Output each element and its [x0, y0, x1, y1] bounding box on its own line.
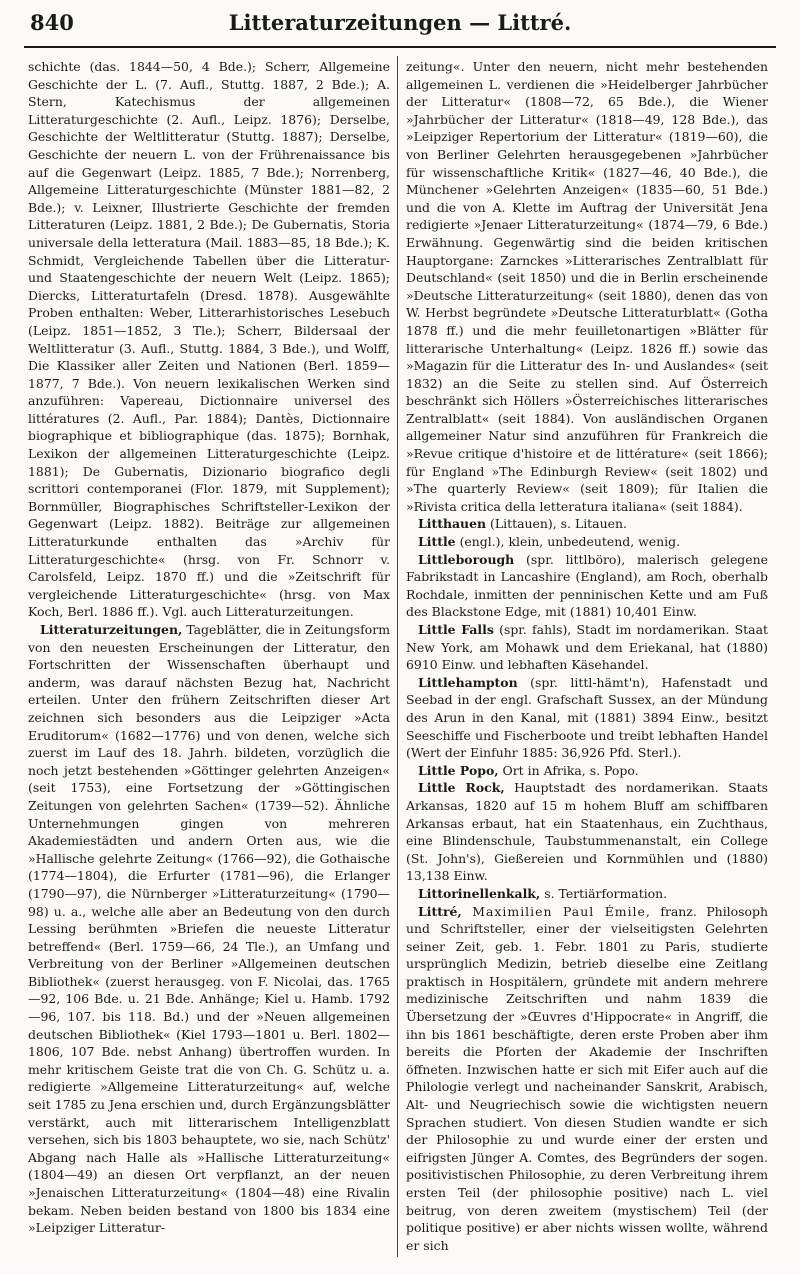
- entry-person-name: Maximilien Paul Émile,: [461, 903, 651, 919]
- entry-text: (spr. littlböro), malerisch gelegene Fabrikstadt in Lancashire (England), am Roch, oberhalb Rochdale, inmitten der penninischen Kette und am Fuß des Blackstone Edge, mit (1881) 10,401 Einw.: [406, 551, 768, 620]
- entry-text: s. Tertiärformation.: [540, 885, 668, 901]
- entry-littorinellenkalk: [406, 885, 768, 903]
- paragraph-literature-history-bibliography: schichte (das. 1844—50, 4 Bde.); Scherr, Allgemeine Geschichte der L. (7. Aufl., Stuttg. 1887, 2 Bde.); A. Stern, Katechismus der allgemeinen Litteraturgeschichte (2. Aufl., Leipz. 1876); Derselbe, Geschichte der Weltlitteratur (Stuttg. 1887); Derselbe, Geschichte der neuern L. von der Frührenaissance bis auf die Gegenwart (Leipz. 1885, 7 Bde.); Norrenberg, Allgemeine Litteraturgeschichte (Münster 1881—82, 2 Bde.); v. Leixner, Illustrierte Geschichte der fremden Litteraturen (Leipz. 1881, 2 Bde.); De Gubernatis, Storia universale della letteratura (Mail. 1883—85, 18 Bde.); K. Schmidt, Vergleichende Tabellen über die Litteratur- und Staatengeschichte der neuern Welt (Leipz. 1865); Diercks, Litteraturtafeln (Dresd. 1878). Ausgewählte Proben enthalten: Weber, Litterarhistorisches Lesebuch (Leipz. 1851—1852, 3 Tle.); Scherr, Bildersaal der Weltlitteratur (3. Aufl., Stuttg. 1884, 3 Bde.), und Wolff, Die Klassiker aller Zeiten und Nationen (Berl. 1859—1877, 7 Bde.). Von neuern lexikalischen Werken sind anzuführen: Vapereau, Dictionnaire universel des littératures (2. Aufl., Par. 1884); Dantès, Dictionnaire biographique et bibliographique (das. 1875); Bornhak, Lexikon der allgemeinen Litteraturgeschichte (Leipz. 1881); De Gubernatis, Dizionario biografico degli scrittori contemporanei (Flor. 1879, mit Supplement); Bornmüller, Biographisches Schriftsteller-Lexikon der Gegenwart (Leipz. 1882). Beiträge zur allgemeinen Litteraturkunde enthalten das »Archiv für Litteraturgeschichte« (hrsg. von Fr. Schnorr v. Carolsfeld, Leipz. 1870 ff.) und die »Zeitschrift für vergleichende Litteraturgeschichte« (hrsg. von Max Koch, Berl. 1886 ff.). Vgl. auch Litteraturzeitungen.: [28, 59, 390, 620]
- entry-litteraturzeitungen: [28, 621, 390, 1237]
- entry-text: (spr. littl-hämt'n), Hafenstadt und Seebad in der engl. Grafschaft Sussex, an der Mündung des Arun in den Kanal, mit (1881) 3894 Einw., besitzt Seeschiffe und Fischerboote und treibt lebhaften Handel (Wert der Einfuhr 1885: 36,926 Pfd. Sterl.).: [406, 674, 768, 761]
- entry-text: (spr. fahls), Stadt im nordamerikan. Staat New York, am Mohawk und dem Eriekanal, hat (1880) 6910 Einw. und lebhaften Käsehandel.: [406, 622, 768, 673]
- headword: Littré,: [418, 903, 462, 919]
- entry-little-popo: [406, 762, 768, 780]
- header-rule: [24, 46, 776, 48]
- entry-littre: [406, 903, 768, 1255]
- entry-text: Hauptstadt des nordamerikan. Staats Arkansas, 1820 auf 15 m hohem Bluff am schiffbaren Arkansas erbaut, hat ein Staatenhaus, ein Zuchthaus, eine Blindenschule, Taubstummenanstalt, ein College (St. John's), Gießereien und Kornmühlen und (1880) 13,138 Einw.: [406, 780, 768, 884]
- headword: Littlehampton: [418, 674, 518, 690]
- entry-litthauen: [406, 515, 768, 533]
- headword: Litthauen: [418, 516, 487, 532]
- running-head: Litteraturzeitungen — Littré.: [228, 10, 572, 35]
- entry-text: franz. Philosoph und Schriftsteller, einer der vielseitigsten Gelehrten seiner Zeit, geb. 1. Febr. 1801 zu Paris, studierte ursprünglich Medizin, betrieb dieselbe eine Zeitlang praktisch in Hospitälern, gründete mit andern mehrere medizinische Zeitschriften und nahm 1839 die Übersetzung der »Œuvres d'Hippocrate« in Angriff, die ihn bis 1861 beschäftigte, deren erste Proben aber ihm bereits die Pforten der Akademie der Inschriften öffneten. Inzwischen hatte er sich mit Eifer auch auf die Philologie verlegt und nacheinander Sanskrit, Arabisch, Alt- und Neugriechisch sowie die wichtigsten neuern Sprachen studiert. Von diesen Studien wandte er sich der Philosophie zu und wurde einer der ersten und eifrigsten Jünger A. Comtes, des Begründers der sogen. positivistischen Philosophie, zu deren Verbreitung ihrem ersten Teil (der philosophie positive) nach L. viel beitrug, von deren zweitem (mystischem) Teil (der politique positive) er aber nichts wissen wollte, während er sich: [406, 903, 768, 1253]
- page-header: [24, 10, 776, 40]
- headword: Little: [418, 534, 456, 550]
- headword: Little Falls: [418, 622, 494, 637]
- headword: Litteraturzeitungen,: [40, 622, 183, 637]
- page-number: 840: [30, 10, 74, 35]
- right-column: [406, 58, 768, 1261]
- column-divider: [397, 56, 398, 1257]
- headword: Little Popo,: [418, 762, 499, 778]
- left-column: [28, 58, 390, 1261]
- entry-text: (Littauen), s. Litauen.: [486, 516, 627, 532]
- headword: Little Rock,: [418, 780, 505, 796]
- headword: Littleborough: [418, 551, 515, 567]
- paragraph-continued: zeitung«. Unter den neuern, nicht mehr bestehenden allgemeinen L. verdienen die »Heidelberger Jahrbücher der Litteratur« (1808—72, 65 Bde.), die Wiener »Jahrbücher der Litteratur« (1818—49, 128 Bde.), das »Leipziger Repertorium der Litteratur« (1819—60), die von Berliner Gelehrten herausgegebenen »Jahrbücher für wissenschaftliche Kritik« (1827—46, 40 Bde.), die Münchener »Gelehrten Anzeigen« (1835—60, 51 Bde.) und die von A. Klette im Auftrag der Universität Jena redigierte »Jenaer Litteraturzeitung« (1874—79, 6 Bde.) Erwähnung. Gegenwärtig sind die beiden kritischen Hauptorgane: Zarnckes »Litterarisches Zentralblatt für Deutschland« (seit 1850) und die in Berlin erscheinende »Deutsche Litteraturzeitung« (seit 1880), denen das von W. Herbst begründete »Deutsche Litteraturblatt« (Gotha 1878 ff.) und die mehr feuilletonartigen »Blätter für litterarische Unterhaltung« (Leipz. 1826 ff.) sowie das »Magazin für die Litteratur des In- und Auslandes« (seit 1832) an die Seite zu stellen sind. Auf Österreich beschränkt sich Höllers »Österreichisches litterarisches Zentralblatt« (seit 1884). Von ausländischen Organen allgemeiner Natur sind anzuführen für Frankreich die »Revue critique d'histoire et de littérature« (seit 1866); für England »The Edinburgh Review« (seit 1802) und »The quarterly Review« (seit 1809); für Italien die »Rivista critica della letteratura italiana« (seit 1884).: [406, 59, 768, 514]
- entry-little: [406, 533, 768, 551]
- headword: Littorinellenkalk,: [418, 885, 541, 901]
- entry-text: (engl.), klein, unbedeutend, wenig.: [455, 534, 681, 550]
- entry-text: Tageblätter, die in Zeitungsform von den neuesten Erscheinungen der Litteratur, den Fortschritten der Wissenschaften überhaupt und anderm, was darauf nächsten Bezug hat, Nachricht erteilen. Unter den frühern Zeitschriften dieser Art zeichnen sich besonders aus die Leipziger »Acta Eruditorum« (1682—1776) und von denen, welche sich zuerst im Lauf des 18. Jahrh. bildeten, vorzüglich die noch jetzt bestehenden »Göttinger gelehrten Anzeigen« (seit 1753), eine Fortsetzung der »Göttingischen Zeitungen von gelehrten Sachen« (1739—52). Ähnliche Unternehmungen gingen von mehreren Akademiestädten und andern Orten aus, wie die »Hallische gelehrte Zeitung« (1766—92), die Gothaische (1774—1804), die Erfurter (1781—96), die Erlanger (1790—97), die Nürnberger »Litteraturzeitung« (1790—98) u. a., welche alle aber an Bedeutung von den durch Lessing berühmten »Briefen die neueste Litteratur betreffend« (Berl. 1759—66, 24 Tle.), an Umfang und Verbreitung von der Berliner »Allgemeinen deutschen Bibliothek« (zuerst herausgeg. von F. Nicolai, das. 1765—92, 106 Bde. u. 21 Bde. Anhänge; Kiel u. Hamb. 1792—96, 107. bis 118. Bd.) und der »Neuen allgemeinen deutschen Bibliothek« (Kiel 1793—1801 u. Berl. 1802—1806, 107 Bde. nebst Anhang) übertroffen wurden. In mehr kritischem Geiste trat die von Ch. G. Schütz u. a. redigierte »Allgemeine Litteraturzeitung« auf, welche seit 1785 zu Jena erschien und, durch Ergänzungsblätter verstärkt, auch mit litterarischem Intelligenzblatt versehen, sich bis 1803 behauptete, wo sie, nach Schütz' Abgang nach Halle als »Hallische Litteraturzeitung« (1804—49) an diesen Ort verpflanzt, an der neuen »Jenaischen Litteraturzeitung« (1804—48) eine Rivalin bekam. Neben beiden bestand von 1800 bis 1834 eine »Leipziger Litteratur-: [28, 622, 390, 1236]
- entry-text: Ort in Afrika, s. Popo.: [498, 762, 639, 778]
- entry-little-rock: [406, 779, 768, 885]
- entry-little-falls: [406, 621, 768, 674]
- entry-littleborough: [406, 551, 768, 621]
- entry-littlehampton: [406, 674, 768, 762]
